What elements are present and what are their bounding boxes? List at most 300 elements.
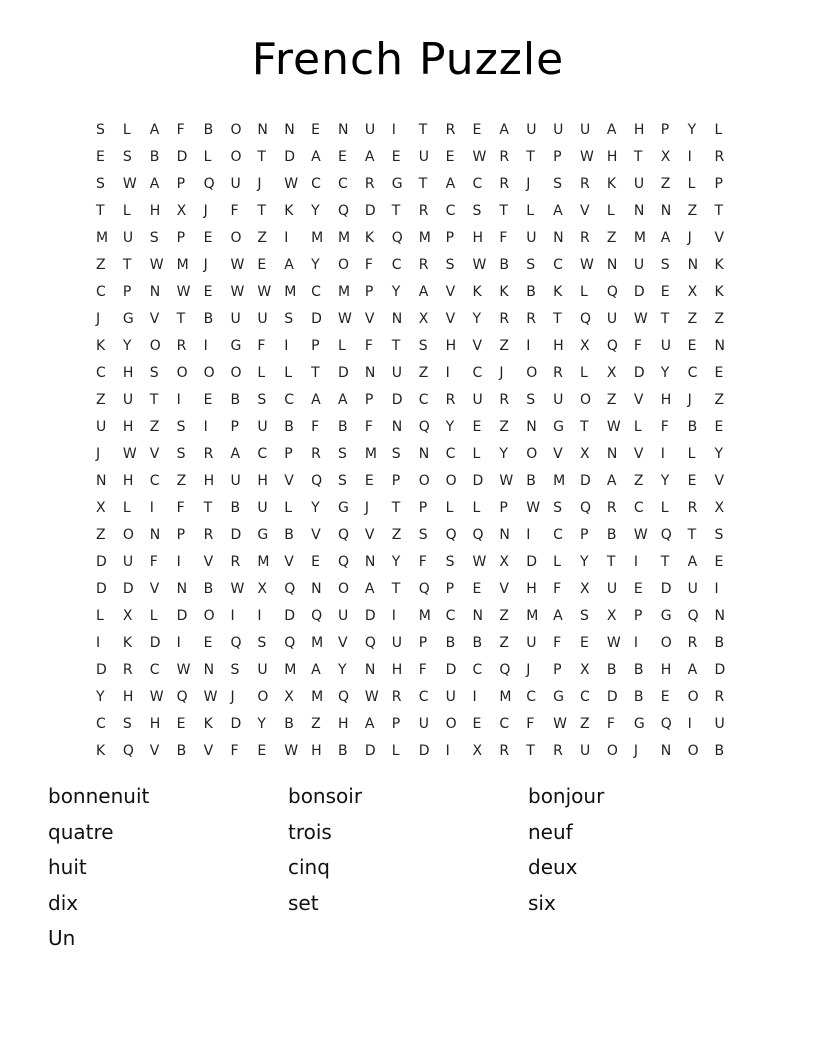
- grid-letter: S: [176, 445, 186, 462]
- grid-row: [96, 413, 741, 440]
- grid-row: [96, 170, 741, 197]
- grid-letter: Y: [311, 499, 320, 516]
- grid-letter: Y: [499, 445, 508, 462]
- grid-letter: Q: [580, 310, 592, 327]
- grid-letter: O: [418, 472, 430, 489]
- grid-letter: B: [230, 499, 241, 516]
- grid-letter: D: [660, 580, 672, 597]
- grid-letter: M: [311, 634, 324, 651]
- grid-letter: A: [499, 121, 509, 138]
- grid-letter: W: [472, 148, 487, 165]
- grid-letter: O: [203, 607, 215, 624]
- grid-letter: R: [606, 499, 617, 516]
- grid-letter: O: [230, 148, 242, 165]
- grid-letter: C: [499, 715, 510, 732]
- grid-letter: Q: [445, 526, 457, 543]
- grid-letter: U: [553, 121, 564, 138]
- grid-letter: R: [499, 391, 510, 408]
- grid-letter: X: [96, 499, 106, 516]
- grid-letter: R: [499, 175, 510, 192]
- grid-letter: A: [364, 148, 375, 165]
- grid-row: [96, 224, 741, 251]
- grid-letter: G: [257, 526, 269, 543]
- grid-letter: U: [606, 580, 618, 597]
- grid-letter: X: [714, 499, 725, 516]
- grid-letter: E: [714, 418, 724, 435]
- grid-letter: V: [714, 229, 725, 246]
- grid-letter: N: [472, 607, 483, 624]
- grid-letter: Z: [96, 391, 106, 408]
- grid-letter: H: [311, 742, 322, 759]
- grid-letter: O: [230, 121, 242, 138]
- grid-letter: C: [96, 364, 106, 381]
- grid-letter: W: [149, 256, 164, 273]
- grid-letter: E: [472, 121, 482, 138]
- grid-letter: L: [687, 445, 696, 462]
- grid-letter: U: [445, 688, 456, 705]
- grid-letter: Z: [96, 526, 106, 543]
- grid-letter: T: [257, 148, 266, 165]
- grid-letter: V: [472, 337, 483, 354]
- grid-letter: M: [553, 472, 566, 489]
- grid-letter: H: [660, 661, 672, 678]
- grid-letter: J: [257, 175, 262, 192]
- grid-letter: O: [203, 364, 215, 381]
- grid-letter: C: [96, 283, 106, 300]
- grid-letter: U: [364, 121, 376, 138]
- word-bank-item: quatre: [48, 819, 114, 844]
- grid-letter: I: [149, 499, 154, 516]
- grid-letter: N: [660, 742, 672, 759]
- grid-letter: Q: [660, 715, 672, 732]
- grid-letter: E: [714, 364, 724, 381]
- grid-letter: S: [445, 553, 455, 570]
- grid-letter: Q: [338, 202, 350, 219]
- grid-letter: C: [418, 688, 429, 705]
- grid-row: [96, 359, 741, 386]
- grid-letter: P: [122, 283, 132, 300]
- grid-letter: D: [230, 526, 242, 543]
- grid-letter: O: [606, 742, 618, 759]
- grid-letter: P: [418, 499, 428, 516]
- grid-letter: Z: [499, 337, 509, 354]
- grid-letter: Y: [338, 661, 347, 678]
- grid-letter: U: [687, 580, 698, 597]
- grid-letter: Q: [580, 499, 592, 516]
- grid-letter: K: [96, 742, 106, 759]
- grid-letter: C: [472, 661, 483, 678]
- grid-letter: V: [284, 553, 294, 570]
- grid-letter: B: [714, 742, 725, 759]
- grid-letter: J: [526, 661, 531, 678]
- grid-letter: Q: [418, 580, 430, 597]
- grid-letter: Y: [391, 553, 401, 570]
- grid-letter: U: [418, 148, 429, 165]
- grid-letter: R: [230, 553, 241, 570]
- grid-letter: S: [257, 634, 267, 651]
- grid-row: [96, 143, 741, 170]
- grid-letter: W: [203, 688, 218, 705]
- grid-letter: D: [176, 607, 188, 624]
- grid-letter: A: [418, 283, 429, 300]
- grid-letter: G: [553, 418, 564, 435]
- grid-letter: X: [176, 202, 187, 219]
- grid-letter: A: [687, 553, 698, 570]
- grid-letter: Y: [660, 364, 670, 381]
- grid-letter: O: [230, 229, 242, 246]
- grid-row: [96, 656, 741, 683]
- grid-letter: V: [284, 472, 294, 489]
- grid-letter: N: [96, 472, 107, 489]
- grid-letter: I: [203, 337, 208, 354]
- grid-letter: I: [633, 634, 638, 651]
- grid-letter: L: [149, 607, 158, 624]
- grid-letter: Z: [418, 364, 429, 381]
- grid-letter: D: [122, 580, 134, 597]
- grid-letter: R: [526, 310, 536, 327]
- grid-letter: B: [633, 688, 644, 705]
- grid-letter: V: [311, 526, 321, 543]
- grid-letter: J: [687, 391, 692, 408]
- grid-letter: T: [122, 256, 132, 273]
- grid-letter: W: [149, 688, 164, 705]
- grid-letter: K: [203, 715, 213, 732]
- grid-letter: Y: [660, 472, 670, 489]
- grid-letter: X: [284, 688, 294, 705]
- grid-letter: W: [284, 742, 299, 759]
- grid-letter: H: [149, 715, 161, 732]
- grid-letter: Q: [499, 661, 511, 678]
- grid-letter: C: [687, 364, 698, 381]
- word-bank-item: dix: [48, 890, 79, 915]
- grid-letter: S: [176, 418, 186, 435]
- grid-letter: B: [472, 634, 483, 651]
- grid-letter: J: [203, 202, 208, 219]
- grid-letter: C: [284, 391, 295, 408]
- grid-letter: L: [606, 202, 615, 219]
- grid-letter: L: [633, 418, 642, 435]
- grid-letter: A: [606, 121, 617, 138]
- grid-letter: X: [257, 580, 267, 597]
- grid-letter: S: [391, 445, 401, 462]
- grid-letter: E: [714, 553, 724, 570]
- grid-letter: E: [203, 391, 213, 408]
- grid-letter: S: [338, 472, 347, 489]
- grid-letter: Q: [284, 634, 296, 651]
- grid-letter: U: [526, 121, 537, 138]
- grid-letter: I: [633, 553, 638, 570]
- grid-letter: F: [418, 661, 427, 678]
- grid-letter: M: [633, 229, 646, 246]
- grid-letter: U: [418, 715, 429, 732]
- grid-letter: H: [122, 364, 134, 381]
- grid-letter: N: [606, 256, 618, 273]
- grid-letter: Q: [418, 418, 430, 435]
- grid-letter: L: [714, 121, 723, 138]
- grid-letter: L: [526, 202, 535, 219]
- grid-letter: U: [633, 256, 645, 273]
- grid-letter: R: [499, 148, 510, 165]
- grid-letter: I: [526, 337, 531, 354]
- grid-letter: J: [499, 364, 504, 381]
- grid-letter: H: [553, 337, 564, 354]
- grid-letter: V: [203, 553, 214, 570]
- grid-letter: E: [472, 418, 482, 435]
- grid-letter: P: [660, 121, 670, 138]
- grid-letter: F: [311, 418, 320, 435]
- grid-letter: I: [176, 634, 181, 651]
- grid-letter: P: [364, 283, 374, 300]
- grid-letter: U: [257, 310, 268, 327]
- grid-letter: F: [176, 121, 185, 138]
- grid-letter: G: [122, 310, 134, 327]
- grid-letter: E: [257, 742, 267, 759]
- grid-row: [96, 440, 741, 467]
- grid-letter: U: [633, 175, 645, 192]
- grid-letter: D: [284, 148, 296, 165]
- grid-letter: S: [122, 715, 132, 732]
- grid-letter: V: [364, 526, 375, 543]
- grid-letter: R: [203, 526, 214, 543]
- grid-letter: Q: [230, 634, 242, 651]
- grid-letter: H: [660, 391, 672, 408]
- grid-letter: T: [418, 175, 428, 192]
- grid-letter: L: [580, 283, 588, 300]
- grid-letter: C: [445, 202, 456, 219]
- grid-letter: L: [472, 445, 481, 462]
- grid-letter: S: [149, 364, 159, 381]
- grid-letter: E: [203, 229, 213, 246]
- grid-letter: D: [364, 607, 376, 624]
- grid-letter: F: [364, 337, 373, 354]
- word-bank-item: cinq: [288, 855, 330, 879]
- grid-letter: E: [687, 337, 697, 354]
- grid-letter: Z: [687, 310, 698, 327]
- grid-letter: I: [176, 391, 181, 408]
- grid-letter: R: [176, 337, 187, 354]
- grid-letter: X: [580, 337, 590, 354]
- grid-letter: N: [257, 121, 268, 138]
- grid-letter: S: [714, 526, 724, 543]
- grid-letter: C: [553, 256, 563, 273]
- grid-letter: O: [257, 688, 269, 705]
- grid-letter: N: [418, 445, 430, 462]
- grid-letter: X: [660, 148, 671, 165]
- grid-letter: E: [391, 148, 401, 165]
- grid-letter: U: [580, 121, 591, 138]
- grid-letter: U: [606, 310, 618, 327]
- grid-letter: N: [391, 310, 403, 327]
- grid-letter: J: [96, 310, 101, 327]
- grid-letter: V: [553, 445, 563, 462]
- grid-letter: A: [606, 472, 617, 489]
- grid-letter: A: [230, 445, 241, 462]
- grid-letter: I: [714, 580, 719, 597]
- word-bank-item: deux: [528, 855, 578, 879]
- grid-letter: R: [311, 445, 321, 462]
- grid-letter: P: [391, 715, 401, 732]
- grid-letter: O: [687, 742, 699, 759]
- grid-letter: C: [149, 472, 160, 489]
- grid-letter: Q: [606, 283, 618, 300]
- grid-letter: Q: [122, 742, 134, 759]
- grid-letter: C: [338, 175, 348, 192]
- grid-letter: B: [499, 256, 509, 273]
- grid-letter: O: [338, 256, 350, 273]
- grid-letter: I: [445, 364, 450, 381]
- grid-letter: P: [176, 229, 186, 246]
- grid-letter: V: [714, 472, 725, 489]
- grid-letter: K: [499, 283, 509, 300]
- grid-letter: T: [391, 337, 401, 354]
- grid-letter: U: [257, 661, 268, 678]
- grid-letter: F: [230, 202, 239, 219]
- grid-letter: X: [687, 283, 698, 300]
- grid-letter: B: [176, 742, 187, 759]
- grid-letter: H: [122, 472, 134, 489]
- grid-letter: C: [257, 445, 268, 462]
- grid-letter: K: [553, 283, 563, 300]
- grid-letter: N: [149, 283, 161, 300]
- grid-letter: U: [230, 310, 241, 327]
- grid-letter: Q: [338, 553, 350, 570]
- grid-letter: M: [338, 283, 351, 300]
- grid-letter: M: [526, 607, 539, 624]
- grid-letter: T: [176, 310, 186, 327]
- word-bank-item: six: [528, 890, 556, 915]
- grid-letter: R: [364, 175, 375, 192]
- grid-letter: T: [633, 148, 643, 165]
- grid-letter: Q: [660, 526, 672, 543]
- grid-letter: E: [472, 715, 482, 732]
- grid-letter: S: [230, 661, 240, 678]
- grid-letter: H: [149, 202, 161, 219]
- grid-letter: S: [526, 391, 536, 408]
- grid-letter: U: [580, 742, 591, 759]
- grid-letter: H: [606, 148, 618, 165]
- grid-letter: T: [714, 202, 724, 219]
- grid-letter: O: [526, 364, 538, 381]
- grid-letter: I: [176, 553, 181, 570]
- grid-letter: D: [714, 661, 726, 678]
- grid-letter: F: [553, 634, 562, 651]
- grid-letter: T: [203, 499, 213, 516]
- grid-letter: P: [553, 148, 562, 165]
- grid-letter: J: [203, 256, 208, 273]
- grid-letter: P: [364, 391, 374, 408]
- grid-letter: N: [203, 661, 215, 678]
- grid-letter: W: [526, 499, 541, 516]
- grid-letter: N: [499, 526, 510, 543]
- grid-row: [96, 305, 741, 332]
- grid-letter: L: [445, 499, 454, 516]
- grid-letter: T: [526, 148, 535, 165]
- grid-letter: A: [445, 175, 456, 192]
- grid-letter: A: [364, 580, 375, 597]
- grid-letter: L: [203, 148, 212, 165]
- grid-letter: L: [96, 607, 104, 624]
- grid-letter: R: [687, 499, 698, 516]
- grid-letter: Q: [472, 526, 484, 543]
- grid-letter: Q: [176, 688, 188, 705]
- grid-letter: D: [230, 715, 242, 732]
- grid-letter: I: [284, 229, 289, 246]
- grid-letter: X: [580, 445, 590, 462]
- grid-letter: V: [445, 283, 456, 300]
- grid-letter: T: [96, 202, 105, 219]
- grid-letter: I: [391, 121, 396, 138]
- grid-letter: L: [687, 175, 696, 192]
- grid-letter: M: [284, 283, 297, 300]
- grid-letter: I: [445, 742, 450, 759]
- grid-letter: H: [122, 688, 134, 705]
- grid-letter: M: [311, 229, 324, 246]
- grid-letter: E: [660, 283, 670, 300]
- grid-letter: C: [96, 715, 106, 732]
- grid-letter: M: [338, 229, 351, 246]
- grid-letter: S: [418, 526, 428, 543]
- grid-letter: R: [499, 742, 510, 759]
- grid-letter: S: [96, 175, 105, 192]
- grid-letter: Y: [391, 283, 401, 300]
- grid-letter: N: [364, 661, 376, 678]
- grid-letter: J: [687, 229, 692, 246]
- grid-letter: U: [391, 364, 403, 381]
- grid-letter: M: [499, 688, 512, 705]
- grid-letter: Y: [580, 553, 589, 570]
- grid-letter: A: [311, 661, 321, 678]
- grid-letter: P: [176, 175, 186, 192]
- grid-letter: Q: [311, 472, 323, 489]
- grid-row: [96, 602, 741, 629]
- grid-letter: E: [580, 634, 589, 651]
- grid-letter: G: [338, 499, 349, 516]
- grid-letter: W: [633, 526, 648, 543]
- word-bank-item: huit: [48, 855, 87, 879]
- grid-letter: L: [580, 364, 588, 381]
- grid-letter: U: [230, 472, 241, 489]
- grid-letter: E: [96, 148, 105, 165]
- grid-letter: U: [122, 553, 134, 570]
- grid-letter: Q: [338, 688, 350, 705]
- grid-letter: Z: [149, 418, 160, 435]
- grid-letter: W: [633, 310, 648, 327]
- grid-letter: E: [311, 121, 320, 138]
- grid-letter: D: [149, 634, 161, 651]
- grid-letter: S: [660, 256, 670, 273]
- grid-letter: U: [472, 391, 483, 408]
- grid-letter: Q: [687, 607, 699, 624]
- grid-letter: V: [364, 310, 375, 327]
- grid-letter: M: [284, 661, 297, 678]
- grid-letter: U: [230, 175, 241, 192]
- grid-letter: E: [203, 634, 213, 651]
- grid-letter: I: [687, 148, 692, 165]
- grid-letter: T: [311, 364, 320, 381]
- grid-row: [96, 521, 741, 548]
- grid-letter: U: [257, 418, 268, 435]
- grid-letter: R: [445, 391, 456, 408]
- grid-letter: C: [445, 607, 456, 624]
- grid-letter: C: [418, 391, 429, 408]
- grid-letter: O: [338, 580, 350, 597]
- grid-letter: D: [633, 283, 645, 300]
- grid-letter: S: [96, 121, 105, 138]
- grid-letter: C: [391, 256, 402, 273]
- grid-letter: R: [445, 121, 456, 138]
- grid-letter: F: [364, 256, 373, 273]
- grid-letter: P: [230, 418, 239, 435]
